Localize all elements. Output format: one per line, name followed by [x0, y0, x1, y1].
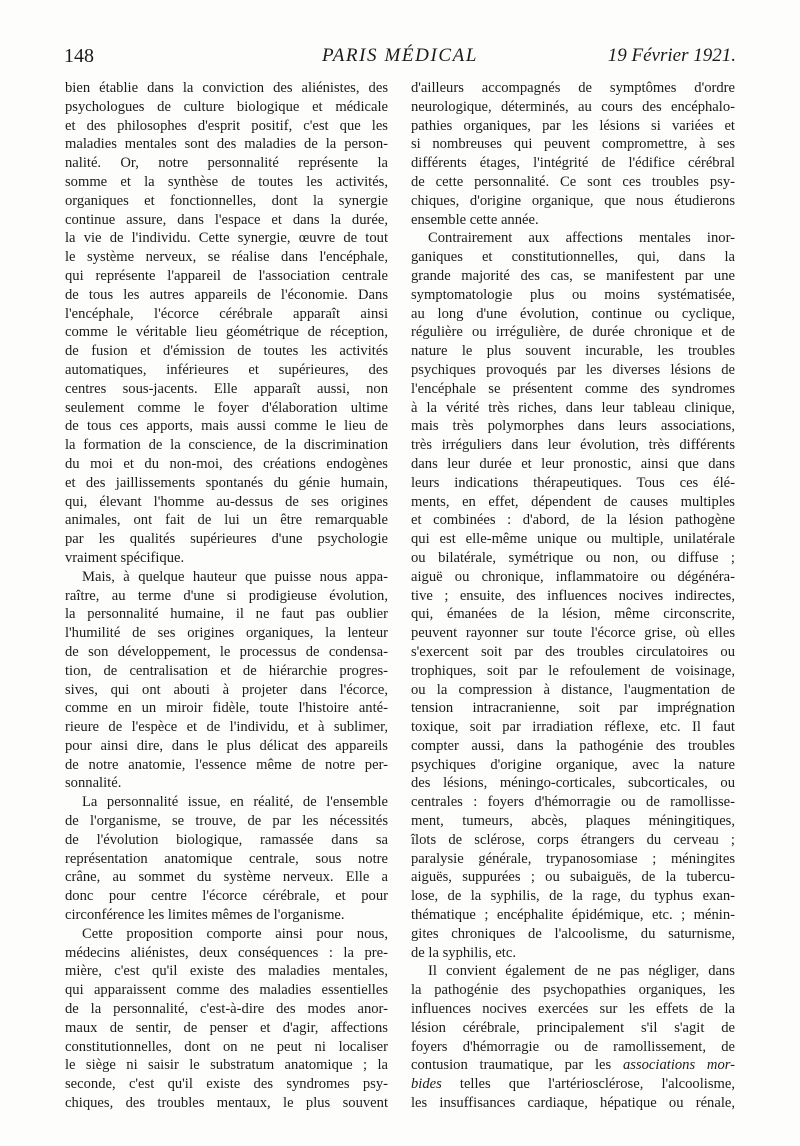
- text-line: dans leur durée et leur pronostic, ainsi que dans: [411, 455, 735, 472]
- text-line: et des jaillissements spontanés du génie humain,: [65, 474, 388, 491]
- text-line: tension intracranienne, soit par imprégnation: [411, 700, 735, 717]
- text-line: compter aussi, dans la pathogénie des troubles: [411, 737, 735, 754]
- text-line: aiguës, suppurées ; ou subaiguës, de la tubercu-: [411, 869, 735, 886]
- text-line: qui, émanées de la lésion, même circonscrite,: [411, 606, 735, 623]
- text-line: chiques, d'origine organique, que nous étudierons: [411, 192, 735, 209]
- text-line: si nombreuses qui peuvent compromettre, à ses: [411, 136, 735, 153]
- text-line: aiguë ou chronique, inflammatoire ou dégénéra-: [411, 568, 735, 585]
- text-line: de l'évolution biologique, ramassée dans sa: [65, 831, 388, 848]
- text-line: ment, tumeurs, abcès, plaques méningitiques,: [411, 813, 735, 830]
- text-line: rieure de l'espèce et de l'individu, et à sublimer,: [65, 719, 388, 736]
- issue-date: 19 Février 1921.: [607, 45, 736, 66]
- text-line: donc pour centre l'écorce cérébrale, et pour: [65, 888, 388, 905]
- text-roman: telles que l'artériosclérose, l'alcoolisme,: [441, 1076, 735, 1093]
- text-line: de tous ces apports, mais aussi comme le lieu de: [65, 418, 388, 435]
- text-line: de l'organisme, se trouve, de par les nécessités: [65, 813, 388, 830]
- text-line: de la syphilis, etc.: [411, 944, 516, 961]
- text-line: centres sous-jacents. Elle apparaît aussi, non: [65, 380, 388, 397]
- text-line: comme en un miroir fidèle, toute l'histoire anté-: [65, 700, 388, 717]
- text-line: continue assure, dans l'espace et dans la durée,: [65, 211, 388, 228]
- text-line: La personnalité issue, en réalité, de l'ensemble: [82, 794, 388, 811]
- text-line: seulement comme le foyer d'élaboration ultime: [65, 399, 388, 416]
- text-line: ganiques et constitutionnelles, qui, dans la: [411, 249, 735, 266]
- text-line: et combinées : d'abord, de la lésion pathogène: [411, 512, 735, 529]
- text-line: tion, de centralisation et de hiérarchie progres-: [65, 662, 388, 679]
- text-line: la formation de la conscience, de la discrimination: [65, 437, 388, 454]
- text-line: Il convient également de ne pas négliger, dans: [428, 963, 735, 980]
- text-line: le siège ni saisir le substratum anatomique ; la: [65, 1057, 388, 1074]
- text-line: qui représente l'appareil de l'association centrale: [65, 267, 388, 284]
- text-line: de son développement, le processus de condensa-: [65, 643, 388, 660]
- text-line: automatiques, inférieures et supérieures, des: [65, 361, 388, 378]
- text-line: ensemble cette année.: [411, 211, 539, 228]
- text-line: foyers d'hémorragie ou de ramollissement, de: [411, 1038, 735, 1055]
- text-line: de notre anatomie, l'essence même de notre per-: [65, 756, 388, 773]
- text-line: l'encéphale, l'écorce cérébrale apparaît ainsi: [65, 305, 388, 322]
- text-line: à la vérité très riches, dans leur tableau clinique,: [411, 399, 735, 416]
- text-line: thématique ; encéphalite épidémique, etc. ; ménin-: [411, 907, 735, 924]
- text-italic: bides: [411, 1076, 442, 1093]
- text-line: lésion cérébrale, principalement s'il s'agit de: [411, 1019, 735, 1036]
- text-line: leurs indications thérapeutiques. Tous ces élé-: [411, 474, 735, 491]
- text-line: et des philosophes d'esprit positif, c'est que les: [65, 117, 388, 134]
- text-line: sives, qui ont abouti à projeter dans l'écorce,: [65, 681, 388, 698]
- text-line: bien établie dans la conviction des aliénistes, des: [65, 80, 388, 96]
- text-line: s'exercent soit par des troubles circulatoires ou: [411, 643, 735, 660]
- text-line: la pathogénie des psychopathies organiques, les: [411, 982, 735, 999]
- text-line: symptomatologie plus ou moins systématisée,: [411, 286, 735, 303]
- text-line: seconde, c'est qu'il existe des syndromes psy-: [65, 1076, 388, 1093]
- text-line: qui, élevant l'homme au-dessus de ses origines: [65, 493, 388, 510]
- text-line: très irréguliers dans leur évolution, très différents: [411, 437, 735, 454]
- text-line: lose, de la syphilis, de la rage, du typhus exan-: [411, 888, 735, 905]
- text-line: nature le plus souvent incurable, les troubles: [411, 343, 735, 360]
- text-line: grande majorité des cas, se manifestent par une: [411, 267, 735, 284]
- text-line: qui est elle-même unique ou multiple, unilatérale: [411, 531, 735, 548]
- text-line: [411, 1075, 735, 1094]
- text-line: comme le véritable lieu géométrique de réception,: [65, 324, 388, 341]
- text-line: mais très polymorphes dans leurs associations,: [411, 418, 735, 435]
- text-line: vraiment spécifique.: [65, 549, 185, 566]
- text-line: [411, 1056, 735, 1075]
- text-line: la personnalité humaine, il ne faut pas oublier: [65, 606, 388, 623]
- text-line: somme et la synthèse de toutes les activités,: [65, 173, 388, 190]
- text-line: Contrairement aux affections mentales inor-: [428, 230, 735, 247]
- text-line: les insuffisances cardiaque, hépatique ou rénale,: [411, 1095, 735, 1112]
- text-line: organiques et fonctionnelles, dont la synergie: [65, 192, 388, 209]
- text-line: mière, c'est qu'il existe des maladies mentales,: [65, 963, 388, 980]
- text-line: paralysie générale, trypanosomiase ; méningites: [411, 850, 735, 867]
- text-line: au long d'une évolution, continue ou cyclique,: [411, 305, 735, 322]
- text-line: gites chroniques de l'alcoolisme, du saturnisme,: [411, 925, 735, 942]
- text-line: toxique, soit par irradiation réflexe, etc. Il faut: [411, 719, 735, 736]
- text-line: de tous les autres appareils de l'économie. Dans: [65, 286, 388, 303]
- text-line: neurologique, déterminés, au cours des encéphalo-: [411, 98, 735, 115]
- text-line: représentation anatomique centrale, sous notre: [65, 850, 388, 867]
- text-line: différents étages, l'intégrité de l'édifice cérébral: [411, 155, 735, 172]
- text-line: ou la compression à distance, l'augmentation de: [411, 681, 735, 698]
- text-line: pathies organiques, par les lésions si variées et: [411, 117, 735, 134]
- text-line: psychiques provoqués par les diverses lésions de: [411, 361, 735, 378]
- text-line: l'encéphale se présentent comme des syndromes: [411, 380, 735, 397]
- text-line: tive ; ensuite, des influences nocives indirectes,: [411, 587, 735, 604]
- text-line: constitutionnelles, dont on ne peut ni localiser: [65, 1038, 388, 1055]
- text-line: Mais, à quelque hauteur que puisse nous appa-: [82, 568, 388, 585]
- text-line: îlots de sclérose, corps étrangers du cerveau ;: [411, 831, 735, 848]
- text-line: maladies mentales sont des maladies de la person-: [65, 136, 388, 153]
- journal-title: PARIS MÉDICAL: [321, 45, 479, 66]
- text-line: du moi et du non-moi, des créations endogènes: [65, 455, 388, 472]
- text-line: chiques, des troubles mentaux, le plus souvent: [65, 1095, 388, 1112]
- text-line: maux de sentir, de penser et d'agir, affections: [65, 1019, 388, 1036]
- text-italic: associations mor-: [622, 1057, 735, 1074]
- text-line: de fusion et d'émission de toutes les activités: [65, 343, 388, 360]
- text-line: le système nerveux, se réalise dans l'encéphale,: [65, 249, 388, 266]
- text-line: l'humilité de ses origines organiques, la lenteur: [65, 625, 388, 642]
- text-roman: contusion traumatique, par les: [411, 1057, 623, 1074]
- text-line: médecins aliénistes, deux conséquences : la pre-: [65, 944, 388, 961]
- right-column: [411, 79, 735, 1113]
- text-line: pour ainsi dire, dans le plus délicat des appareils: [65, 737, 388, 754]
- text-line: qui apparaissent comme des maladies essentielles: [65, 982, 388, 999]
- text-line: de cette personnalité. Ce sont ces troubles psy-: [411, 173, 735, 190]
- text-line: sonnalité.: [65, 775, 122, 792]
- text-line: psychologues de culture biologique et médicale: [65, 98, 388, 115]
- text-line: des lésions, méningo-corticales, subcorticales, ou: [411, 775, 735, 792]
- text-line: circonférence les limites mêmes de l'organisme.: [65, 907, 345, 924]
- text-line: Cette proposition comporte ainsi pour nous,: [82, 925, 388, 942]
- text-line: raître, au terme d'une si prodigieuse évolution,: [65, 587, 388, 604]
- text-line: crâne, au sommet du système nerveux. Elle a: [65, 869, 388, 886]
- text-line: centrales : foyers d'hémorragie ou de ramollisse-: [411, 794, 735, 811]
- text-line: régulière ou irrégulière, de durée chronique et de: [411, 324, 735, 341]
- text-line: peuvent rayonner sur toute l'écorce grise, où elles: [411, 625, 735, 642]
- text-line: trophiques, soit par le refoulement de voisinage,: [411, 662, 735, 679]
- text-line: animales, ont fait de lui un être remarquable: [65, 512, 388, 529]
- text-line: ments, en effet, dépendent de causes multiples: [411, 493, 735, 510]
- text-line: de la personnalité, c'est-à-dire des modes anor-: [65, 1001, 388, 1018]
- page-number: 148: [64, 45, 94, 67]
- text-line: influences nocives exercées sur les effets de la: [411, 1001, 735, 1018]
- text-line: d'ailleurs accompagnés de symptômes d'ordre: [411, 80, 735, 96]
- text-line: ou bilatérale, symétrique ou non, ou diffuse ;: [411, 549, 735, 566]
- text-line: psychiques d'origine organique, avec la nature: [411, 756, 735, 773]
- left-column: [65, 79, 388, 1113]
- text-line: nalité. Or, notre personnalité représente la: [65, 155, 388, 172]
- text-line: la vie de l'individu. Cette synergie, œuvre de tout: [65, 230, 388, 247]
- text-line: par les qualités supérieures d'une psychologie: [65, 531, 388, 548]
